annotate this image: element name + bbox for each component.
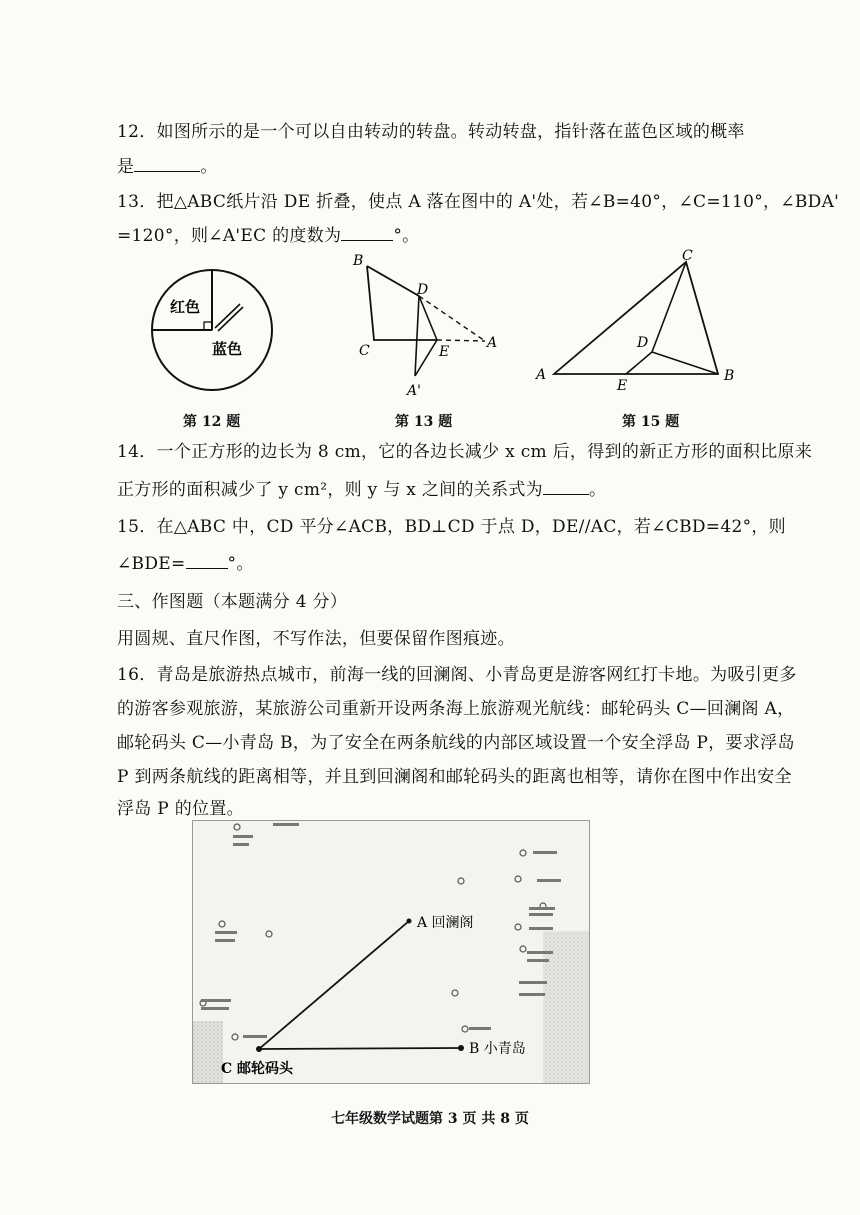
q14-answer-blank	[543, 478, 589, 495]
fig15-label-d: D	[637, 335, 649, 351]
q12-line2-b: 。	[200, 157, 218, 177]
map-poi-markers	[200, 824, 546, 1040]
map-texture-left	[193, 1021, 223, 1083]
map-poi-text-blobs	[201, 823, 561, 1038]
q16-line3: 邮轮码头 C—小青岛 B，为了安全在两条航线的内部区域设置一个安全浮岛 P，要求浮岛	[117, 733, 795, 753]
q13-line2	[117, 224, 419, 248]
q12-line2-a: 是	[117, 157, 135, 177]
fig13-side-bd	[367, 266, 419, 296]
q14-line2	[117, 478, 606, 502]
q15-line2	[117, 552, 254, 576]
q16-line1: 16．青岛是旅游热点城市，前海一线的回澜阁、小青岛更是游客网红打卡地。为吸引更多	[117, 665, 797, 685]
point-c-dot	[256, 1046, 262, 1052]
fig15-label-a: A	[536, 367, 547, 383]
q15-answer-blank	[186, 552, 228, 569]
q16-map-drawing	[193, 821, 589, 1083]
page-footer: 七年级数学试题第 3 页 共 8 页	[331, 1111, 529, 1127]
q13-line2-b: °。	[393, 226, 420, 246]
fig13-dashed-ea	[437, 340, 485, 341]
fig15-label-c: C	[682, 248, 693, 264]
q15-line2-b: °。	[227, 554, 254, 574]
q16-line2: 的游客参观旅游，某旅游公司重新开设两条海上旅游观光航线：邮轮码头 C—回澜阁 A，	[117, 699, 795, 719]
fig13-side-da1	[415, 296, 419, 376]
fig13-label-b: B	[353, 253, 364, 269]
q13-line2-a: =120°，则∠A'EC 的度数为	[117, 226, 342, 246]
q12-line2	[117, 155, 218, 179]
point-b-dot	[458, 1045, 464, 1051]
figure-13-caption: 第 13 题	[395, 414, 453, 430]
q16-line4: P 到两条航线的距离相等，并且到回澜阁和邮轮码头的距离也相等，请你在图中作出安全	[117, 767, 792, 787]
spinner-pointer-a	[215, 304, 240, 328]
figure-13-fold	[345, 248, 505, 400]
label-a-huilange: A 回澜阁	[417, 915, 474, 931]
fig15-label-b: B	[724, 368, 735, 384]
fig13-label-c: C	[359, 343, 370, 359]
label-b-xiaoqingdao: B 小青岛	[469, 1041, 526, 1057]
fig15-triangle-abc	[554, 262, 718, 374]
section-3-instruction: 用圆规、直尺作图，不写作法，但要保留作图痕迹。	[117, 629, 515, 649]
fig15-segment-bd	[652, 352, 718, 374]
fig13-label-d: D	[417, 282, 429, 298]
fig13-label-a-prime: A'	[407, 383, 421, 399]
q15-line2-a: ∠BDE=	[117, 554, 186, 574]
q16-line5: 浮岛 P 的位置。	[117, 799, 244, 819]
fig13-side-bc	[367, 266, 437, 340]
blue-region-label: 蓝色	[212, 340, 243, 358]
figure-15-triangle	[532, 248, 742, 396]
fig15-label-e: E	[617, 378, 628, 394]
figure-12-spinner	[148, 262, 278, 400]
q13-answer-blank	[341, 224, 393, 241]
fig13-label-a: A	[487, 335, 498, 351]
q14-line2-b: 。	[588, 480, 607, 500]
q13-line1: 13．把△ABC纸片沿 DE 折叠，使点 A 落在图中的 A'处，若∠B=40°，∠C=110°，∠BDA'	[117, 192, 840, 212]
point-a-dot	[407, 919, 412, 924]
section-3-title: 三、作图题（本题满分 4 分）	[117, 592, 348, 612]
q14-line2-a: 正方形的面积减少了 y cm²，则 y 与 x 之间的关系式为	[117, 480, 543, 500]
fig13-side-a1e	[415, 340, 437, 376]
right-angle-mark	[204, 322, 212, 330]
q15-line1: 15．在△ABC 中，CD 平分∠ACB，BD⊥CD 于点 D，DE//AC，若∠CBD=42°，则	[117, 517, 786, 537]
fig15-segment-de	[626, 352, 652, 374]
route-c-to-b	[259, 1048, 461, 1049]
spinner-pointer-b	[218, 307, 243, 331]
figure-15-caption: 第 15 题	[622, 414, 680, 430]
q16-map	[192, 820, 590, 1084]
figure-12-caption: 第 12 题	[183, 414, 241, 430]
fig13-label-e: E	[439, 344, 450, 360]
q12-line1: 12．如图所示的是一个可以自由转动的转盘。转动转盘，指针落在蓝色区域的概率	[117, 122, 745, 142]
label-c-cruise-terminal: C 邮轮码头	[221, 1061, 294, 1077]
q14-line1: 14．一个正方形的边长为 8 cm，它的各边长减少 x cm 后，得到的新正方形的面积比原来	[117, 442, 813, 462]
red-region-label: 红色	[170, 298, 201, 316]
route-c-to-a	[259, 921, 409, 1049]
q12-answer-blank	[134, 155, 200, 172]
